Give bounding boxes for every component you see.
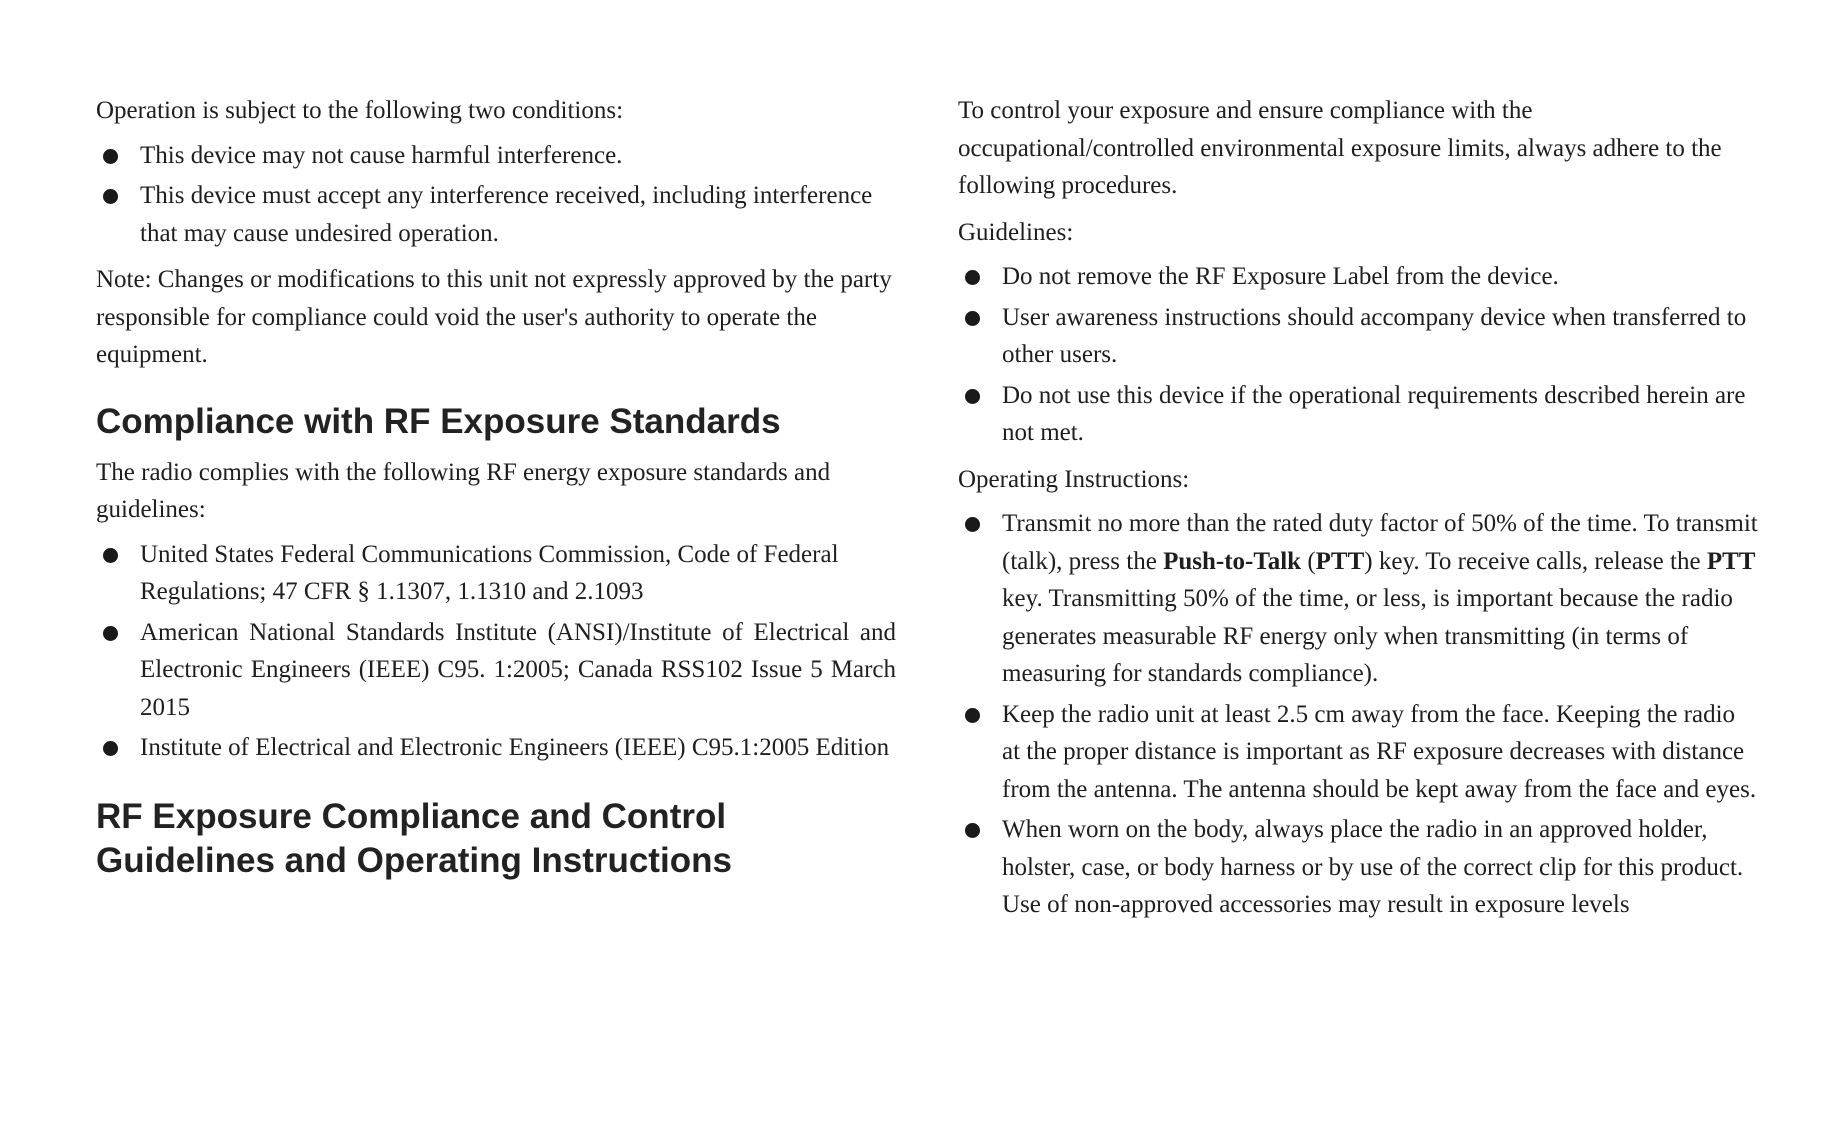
bullet-icon (965, 823, 980, 838)
list-item (96, 137, 896, 175)
list-item-text: Institute of Electrical and Electronic Engineers (IEEE) C95.1:2005 Edition (140, 734, 890, 761)
list-item (958, 377, 1758, 452)
right-column (958, 92, 1758, 933)
list-item (958, 811, 1758, 924)
ptt-term: PTT (1315, 547, 1365, 575)
operating-instructions-label: Operating Instructions: (958, 465, 1190, 493)
left-column (96, 92, 896, 893)
bullet-icon (965, 708, 980, 723)
operating-list (958, 505, 1758, 924)
bullet-icon (965, 311, 980, 326)
list-item-text: User awareness instructions should accompany device when transferred to other users. (1002, 303, 1747, 368)
bullet-icon (103, 189, 118, 204)
list-item (96, 614, 896, 727)
section-heading-guidelines: RF Exposure Compliance and Control Guidelines and Operating Instructions (96, 796, 732, 880)
list-item-text: Do not remove the RF Exposure Label from the device. (1002, 263, 1559, 290)
list-item-text: This device must accept any interference received, including interference that may cause undesired operation. (140, 182, 873, 247)
list-item-text: When worn on the body, always place the radio in an approved holder, holster, case, or body harness or by use of the correct clip for this product. Use of non-approved accessories may result in exposure levels (1002, 816, 1744, 918)
text-run: ( (1301, 547, 1316, 575)
guidelines-label: Guidelines: (958, 218, 1074, 246)
standards-intro: The radio complies with the following RF energy exposure standards and guidelines: (96, 458, 831, 523)
list-item (958, 299, 1758, 374)
bullet-icon (103, 741, 118, 756)
list-item-text: Keep the radio unit at least 2.5 cm away from the face. Keeping the radio at the proper distance is important as RF exposure decreases with distance from the antenna. The antenna should be kept away from the face and eyes. (1002, 700, 1757, 803)
list-item (96, 729, 896, 767)
list-item-text: American National Standards Institute (ANSI)/Institute of Electrical and Electronic Engineers (IEEE) C95. 1:2005; Canada RSS102 Issue 5 March 2015 (140, 618, 896, 721)
list-item-text (1002, 510, 1758, 687)
list-item (96, 536, 896, 611)
guidelines-list (958, 258, 1758, 452)
conditions-list (96, 137, 896, 253)
ptt-term: PTT (1706, 547, 1756, 575)
bullet-icon (103, 626, 118, 641)
exposure-intro: To control your exposure and ensure compliance with the occupational/controlled environmental exposure limits, always adhere to the following procedures. (958, 97, 1722, 199)
note-paragraph: Note: Changes or modifications to this unit not expressly approved by the party responsible for compliance could void the user's authority to operate the equipment. (96, 266, 892, 368)
section-heading-standards: Compliance with RF Exposure Standards (96, 401, 781, 441)
conditions-intro: Operation is subject to the following two conditions: (96, 97, 624, 124)
text-run: Transmit no more than the rated duty factor of 50% of the time. To transmit (talk), press the (1002, 510, 1758, 575)
list-item (958, 505, 1758, 693)
bullet-icon (103, 149, 118, 164)
list-item (958, 696, 1758, 809)
bullet-icon (965, 270, 980, 285)
standards-list (96, 536, 896, 767)
text-run: ) key. To receive calls, release the (1364, 547, 1707, 575)
list-item-text: This device may not cause harmful interference. (140, 141, 623, 169)
bullet-icon (103, 548, 118, 563)
bullet-icon (965, 517, 980, 532)
list-item-text: United States Federal Communications Commission, Code of Federal Regulations; 47 CFR § 1.1307, 1.1310 and 2.1093 (140, 540, 839, 605)
bullet-icon (965, 389, 980, 404)
list-item (958, 258, 1758, 296)
text-run: key. Transmitting 50% of the time, or less, is important because the radio generates measurable RF energy only when transmitting (in terms of measuring for standards compliance). (1002, 585, 1733, 687)
list-item (96, 177, 896, 252)
ptt-full-term: Push-to-Talk (1163, 547, 1302, 575)
list-item-text: Do not use this device if the operational requirements described herein are not met. (1002, 381, 1746, 446)
